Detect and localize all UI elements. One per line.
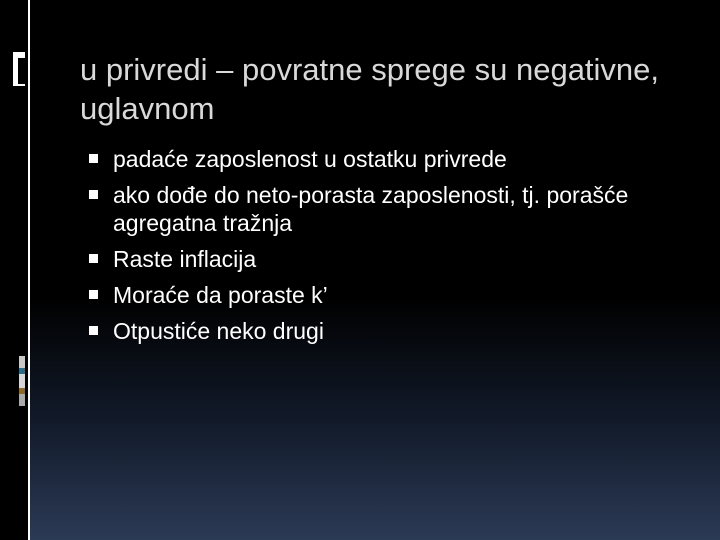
bullet-item [86,181,686,237]
bullet-text: padaće zaposlenost u ostatku privrede [113,146,507,172]
bullet-text: Otpustiće neko drugi [113,318,324,344]
square-bullet-icon [89,154,98,163]
bullet-item [86,317,686,345]
vertical-accent-line [28,0,30,540]
decorative-block-inner [18,58,25,84]
bullet-item [86,245,686,273]
bullet-list [86,145,686,353]
decorative-tick [19,356,25,368]
square-bullet-icon [89,290,98,299]
bullet-text: ako dođe do neto-porasta zaposlenosti, tj. porašće agregatna tražnja [113,182,629,236]
square-bullet-icon [89,326,98,335]
decorative-tick [19,394,25,406]
bullet-item [86,281,686,309]
decorative-tick [19,374,25,388]
square-bullet-icon [89,190,98,199]
bullet-text: Moraće da poraste k’ [113,282,328,308]
square-bullet-icon [89,254,98,263]
bullet-item [86,145,686,173]
slide-title: u privredi – povratne sprege su negativne, uglavnom [80,52,660,126]
bullet-text: Raste inflacija [113,246,257,272]
